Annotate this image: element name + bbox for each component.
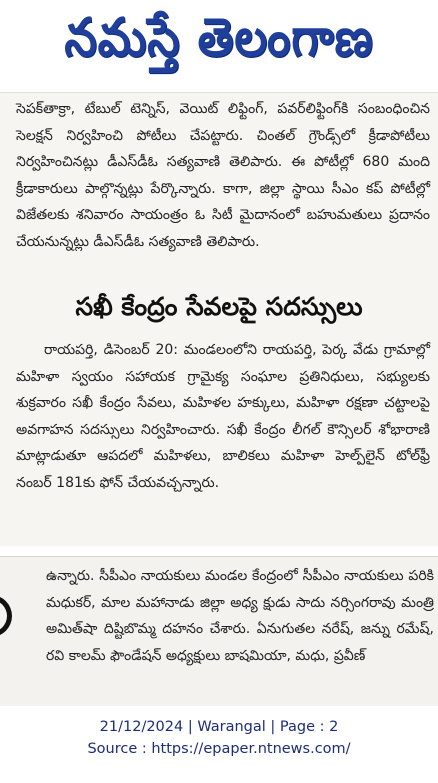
- newspaper-logo-title: నమస్తే తెలంగాణ: [64, 6, 374, 69]
- article-body-paragraph: రాయపర్తి, డిసెంబర్ 20: మండలంలోని రాయపర్తి, పెర్క వేడు గ్రామాల్లో మహిళా స్వయం సహాయక గ్రామైక్య సంఘాల ప్రతినిధులు, సభ్యులకు శుక్రవారం సఖీ కేంద్రం సేవలు, మహిళల హక్కులు, మహిళా రక్షణా చట్టాలపై అవగాహన సదస్సులు నిర్వహించారు. సఖీ కేంద్రం లీగల్ కౌన్సిలర్ శోభారాణి మాట్లాడుతూ ఆపదలో మహిళలు, బాలికలు మహిళా హెల్ప్‌లైన్ టోల్‌ఫ్రీ నంబర్ 181కు ఫోన్ చేయవచ్చన్నారు.: [16, 342, 430, 491]
- edition-info: 21/12/2024 | Warangal | Page : 2: [99, 719, 339, 735]
- article-headline: సఖీ కేంద్రం సేవలపై సదస్సులు: [75, 292, 363, 321]
- masthead: [0, 0, 438, 88]
- article-top-paragraph: సెపక్‌తాక్రా, టేబుల్ టెన్నిస్, వెయిట్ లిఫ్టింగ్, పవర్‌లిఫ్టింగ్‌కి సంబంధించిన సెలక్షన్ నిర్వహించి పోటీలు చేపట్టారు. చింతల్ గ్రౌండ్స్‌లో క్రీడాపోటీలు నిర్వహించినట్లు డీఎస్‌డీఓ సత్యవాణి తెలిపారు. ఈ పోటీల్లో 680 మంది క్రీడాకారులు పాల్గొన్నట్లు పేర్కొన్నారు. కాగా, జిల్లా స్థాయి సీఎం కప్ పోటీల్లో విజేతలకు శనివారం సాయంత్రం ఓ సిటీ మైదానంలో బహుమతులు ప్రదానం చేయనున్నట్లు డీఎస్‌డీఓ సత్యవాణి తెలిపారు.: [16, 101, 430, 250]
- page-footer: [0, 716, 438, 783]
- source-link[interactable]: Source : https://epaper.ntnews.com/: [87, 741, 351, 757]
- article-bottom-paragraph: ఉన్నారు. సీపీఎం నాయకులు మండల కేంద్రంలో సీపీఎం నాయకులు పరికి మధుకర్, మాల మహానాడు జిల్లా అధ్య క్షుడు సాదు నర్సింగరావు మంత్రి అమిత్‌షా దిష్టిబొమ్మ దహనం చేశారు. ఏనుగుతల నరేష్, జన్ను రమేష్, రవి కాలమ్ ఫౌండేషన్ అధ్యక్షులు బాషమియా, మధు, ప్రవీణ్: [46, 568, 434, 664]
